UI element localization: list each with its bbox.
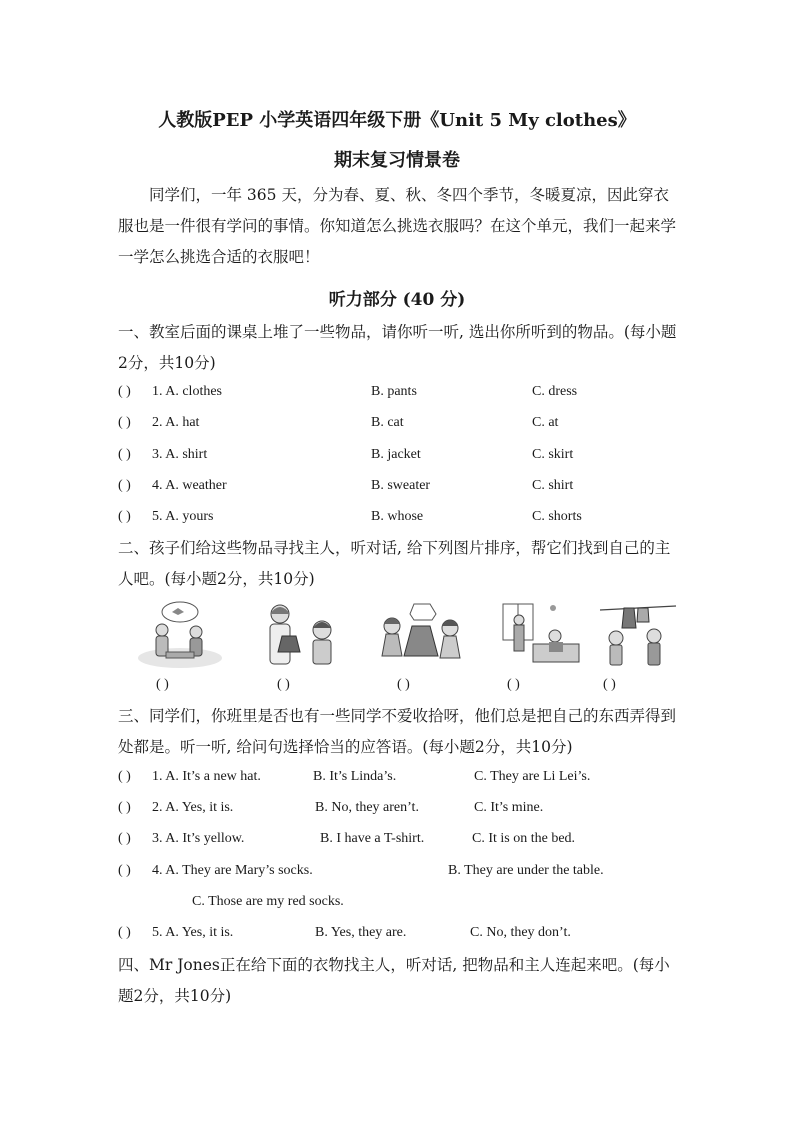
picture-girls-dress-icon <box>378 600 466 672</box>
option-b: B. It’s Linda’s. <box>313 769 397 784</box>
question-row <box>118 831 683 851</box>
picture-order-blank[interactable]: ( ) <box>603 677 616 692</box>
option-a: 4. A. They are Mary’s socks. <box>152 863 313 878</box>
option-a: 1. A. clothes <box>152 384 222 399</box>
question-row <box>118 415 683 435</box>
answer-blank[interactable]: ( ) <box>118 925 131 940</box>
option-c: C. skirt <box>532 447 574 462</box>
question-row-continued <box>118 894 683 914</box>
option-a: 2. A. Yes, it is. <box>152 800 234 815</box>
section1-instruction: 一、教室后面的课桌上堆了一些物品，请你听一听, 选出你所听到的物品。(每小题2分，共10分) <box>118 323 677 372</box>
picture-mother-boy-jacket-icon <box>256 600 344 672</box>
answer-blank[interactable]: ( ) <box>118 509 131 524</box>
option-c: C. They are Li Lei’s. <box>474 769 591 784</box>
option-b: B. No, they aren’t. <box>315 800 419 815</box>
document-subtitle: 期末复习情景卷 <box>334 150 460 171</box>
option-c: C. at <box>532 415 559 430</box>
picture-boys-clothesline-icon <box>594 600 682 672</box>
answer-blank[interactable]: ( ) <box>118 384 131 399</box>
picture-order-blank[interactable]: ( ) <box>397 677 410 692</box>
question-row <box>118 769 683 789</box>
answer-blank[interactable]: ( ) <box>118 478 131 493</box>
question-row <box>118 478 683 498</box>
intro-paragraph: 同学们，一年 365 天，分为春、夏、秋、冬四个季节，冬暖夏凉，因此穿衣服也是一件很有学问的事情。你知道怎么挑选衣服吗？在这个单元，我们一起来学一学怎么挑选合适的衣服吧！ <box>118 186 677 266</box>
option-b: B. sweater <box>371 478 431 493</box>
option-b: B. cat <box>371 415 404 430</box>
document-title: 人教版PEP 小学英语四年级下册《Unit 5 My clothes》 <box>158 110 636 131</box>
question-row <box>118 384 683 404</box>
answer-blank[interactable]: ( ) <box>118 863 131 878</box>
option-a: 2. A. hat <box>152 415 200 430</box>
option-b: B. pants <box>371 384 417 399</box>
option-c: C. dress <box>532 384 578 399</box>
picture-girls-thinking-icon <box>136 600 224 672</box>
option-c: C. shirt <box>532 478 574 493</box>
option-c: C. It’s mine. <box>474 800 544 815</box>
answer-blank[interactable]: ( ) <box>118 831 131 846</box>
option-b: B. jacket <box>371 447 421 462</box>
question-row <box>118 447 683 467</box>
option-b: B. whose <box>371 509 424 524</box>
question-row <box>118 800 683 820</box>
listening-heading: 听力部分 (40 分) <box>328 290 466 310</box>
option-a: 5. A. yours <box>152 509 214 524</box>
section2-instruction: 二、孩子们给这些物品寻找主人，听对话, 给下列图片排序，帮它们找到自己的主人吧。(每小题2分，共10分) <box>118 539 671 588</box>
picture-order-blank[interactable]: ( ) <box>277 677 290 692</box>
option-b: B. I have a T-shirt. <box>320 831 425 846</box>
option-b: B. They are under the table. <box>448 863 604 878</box>
option-b: B. Yes, they are. <box>315 925 407 940</box>
option-a: 4. A. weather <box>152 478 227 493</box>
answer-blank[interactable]: ( ) <box>118 415 131 430</box>
picture-order-blank[interactable]: ( ) <box>507 677 520 692</box>
option-a: 5. A. Yes, it is. <box>152 925 234 940</box>
picture-order-blank[interactable]: ( ) <box>156 677 169 692</box>
answer-blank[interactable]: ( ) <box>118 769 131 784</box>
section4-instruction: 四、Mr Jones正在给下面的衣物找主人，听对话, 把物品和主人连起来吧。(每小题2分，共10分) <box>118 956 670 1005</box>
question-row <box>118 925 683 945</box>
option-c: C. Those are my red socks. <box>192 894 344 909</box>
section3-instruction: 三、同学们，你班里是否也有一些同学不爱收拾呀，他们总是把自己的东西弄得到处都是。听一听, 给问句选择恰当的应答语。(每小题2分，共10分) <box>118 707 677 756</box>
option-a: 3. A. shirt <box>152 447 208 462</box>
answer-blank[interactable]: ( ) <box>118 447 131 462</box>
option-a: 3. A. It’s yellow. <box>152 831 245 846</box>
question-row <box>118 509 683 529</box>
answer-blank[interactable]: ( ) <box>118 800 131 815</box>
question-row <box>118 863 683 883</box>
option-a: 1. A. It’s a new hat. <box>152 769 261 784</box>
picture-bedroom-icon <box>497 600 585 672</box>
option-c: C. It is on the bed. <box>472 831 576 846</box>
option-c: C. shorts <box>532 509 582 524</box>
option-c: C. No, they don’t. <box>470 925 571 940</box>
